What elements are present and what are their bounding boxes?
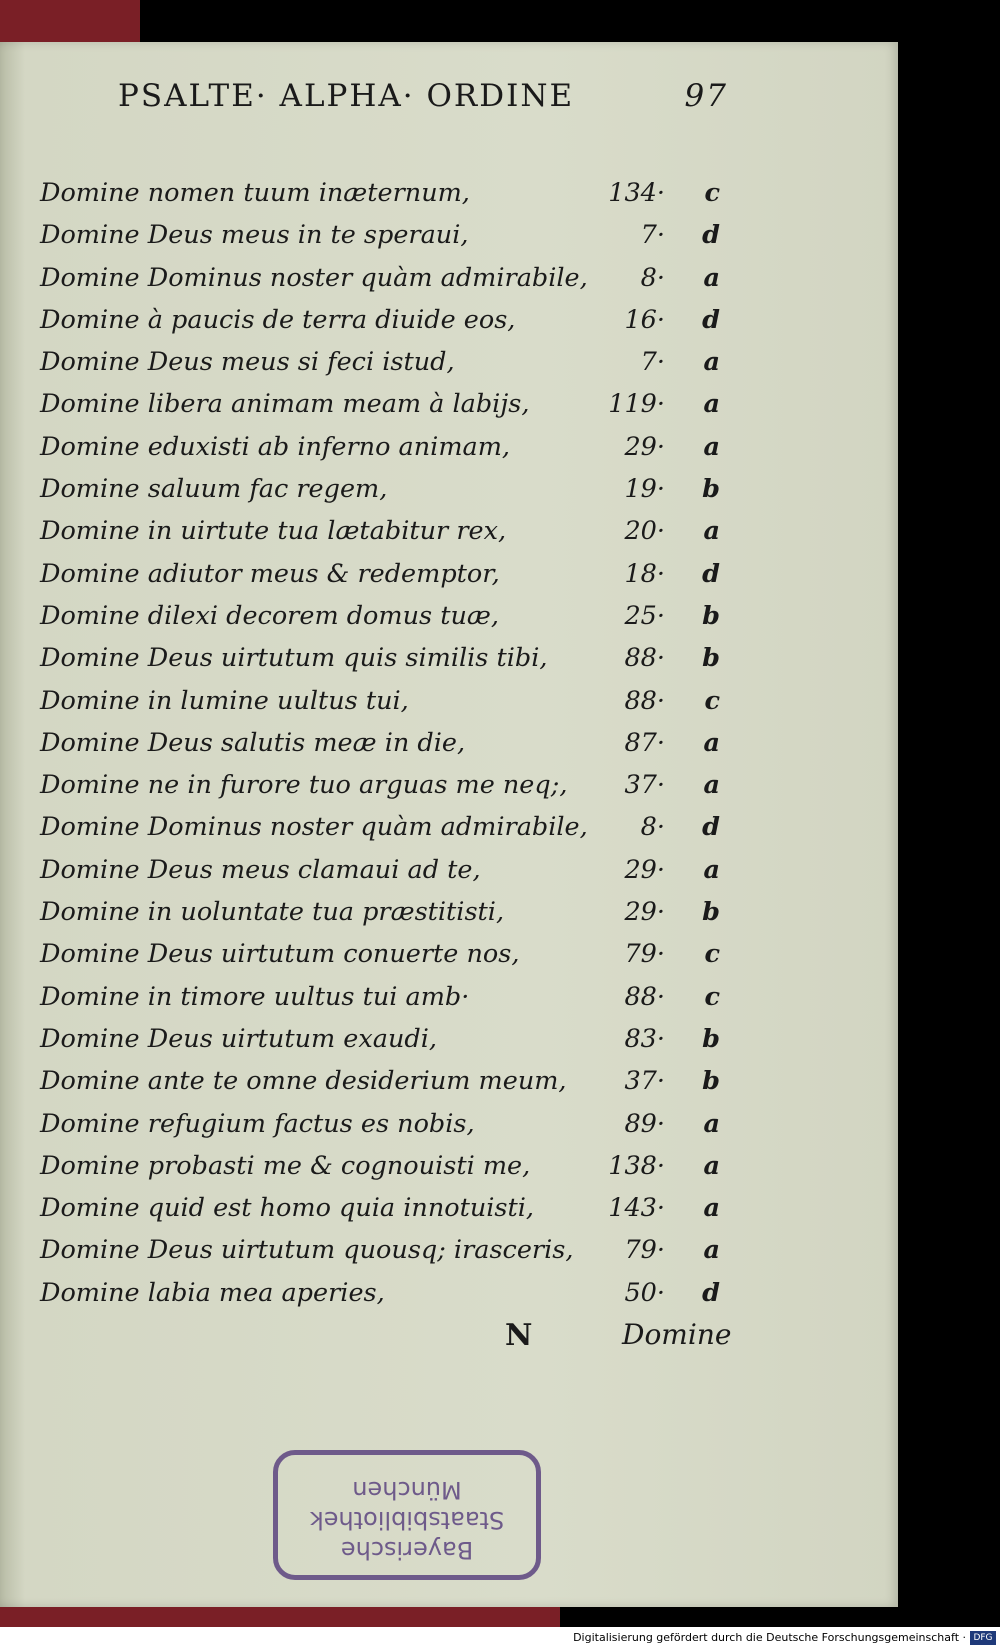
index-entry [40,220,740,262]
entry-psalm-number: 8· [640,262,665,293]
index-entry [40,939,740,981]
entry-psalm-number: 7· [640,220,665,251]
index-entry [40,474,740,516]
entry-psalm-number: 25· [624,600,665,631]
entry-psalm-number: 138· [608,1150,665,1181]
entry-section-letter: d [702,812,720,843]
dfg-logo: DFG [970,1631,996,1645]
entry-psalm-number: 37· [624,770,665,801]
entry-text: Domine saluum fac regem, [40,474,388,505]
entry-psalm-number: 37· [624,1066,665,1097]
index-entry [40,982,740,1024]
page-number: 97 [684,78,728,114]
entry-text: Domine Dominus noster quàm admirabile, [40,262,588,293]
entry-section-letter: a [703,770,720,801]
entry-section-letter: a [703,1193,720,1224]
entry-psalm-number: 87· [624,727,665,758]
entry-text: Domine libera animam meam à labijs, [40,389,530,420]
entry-text: Domine Deus meus si feci istud, [40,347,455,378]
entry-text: Domine probasti me & cognouisti me, [40,1150,531,1181]
entry-section-letter: d [702,304,720,335]
entry-text: Domine ante te omne desiderium meum, [40,1066,567,1097]
catchword: Domine [622,1318,732,1351]
entry-section-letter: b [702,897,720,928]
entry-psalm-number: 88· [624,643,665,674]
entry-text: Domine in lumine uultus tui, [40,685,409,716]
entry-psalm-number: 29· [624,431,665,462]
entry-text: Domine Deus uirtutum exaudi, [40,1023,437,1054]
entry-psalm-number: 89· [624,1108,665,1139]
entry-psalm-number: 83· [624,1023,665,1054]
entry-psalm-number: 29· [624,854,665,885]
index-entry [40,263,740,305]
index-entry [40,559,740,601]
entry-text: Domine Deus meus clamaui ad te, [40,854,481,885]
stamp-line-3: München [352,1476,462,1504]
entry-psalm-number: 18· [624,558,665,589]
entry-text: Domine Deus uirtutum conuerte nos, [40,939,520,970]
index-entry [40,686,740,728]
entry-text: Domine à paucis de terra diuide eos, [40,304,516,335]
entry-psalm-number: 50· [624,1277,665,1308]
index-entry [40,432,740,474]
footer-text: Digitalisierung gefördert durch die Deutsche Forschungsgemeinschaft · [573,1631,966,1644]
index-entry [40,389,740,431]
entry-section-letter: d [702,558,720,589]
library-stamp [273,1450,541,1580]
index-entry [40,347,740,389]
entry-text: Domine eduxisti ab inferno animam, [40,431,510,462]
entry-section-letter: b [702,600,720,631]
entry-section-letter: c [704,178,720,208]
header-title: PSALTE· ALPHA· ORDINE [118,78,575,114]
signature-mark: N [505,1318,533,1353]
entry-psalm-number: 143· [608,1193,665,1224]
stamp-line-1: Bayerische [340,1536,474,1564]
entry-section-letter: c [704,685,720,716]
entry-section-letter: a [703,516,720,547]
digitization-footer [0,1627,1000,1649]
entry-psalm-number: 19· [624,474,665,505]
entry-psalm-number: 119· [608,389,665,420]
entry-text: Domine Deus uirtutum quis similis tibi, [40,643,548,674]
entry-psalm-number: 79· [624,939,665,970]
entry-section-letter: a [703,347,720,378]
index-entry [40,516,740,558]
index-entry [40,178,740,220]
index-entry [40,1151,740,1193]
entry-text: Domine Deus salutis meæ in die, [40,727,466,758]
entry-psalm-number: 88· [624,685,665,716]
entry-psalm-number: 79· [624,1235,665,1266]
entry-psalm-number: 20· [624,516,665,547]
entry-text: Domine in timore uultus tui amb· [40,981,470,1012]
entry-section-letter: b [702,474,720,505]
entry-psalm-number: 29· [624,897,665,928]
entry-section-letter: a [703,1108,720,1139]
entry-section-letter: a [703,854,720,885]
index-entry [40,1109,740,1151]
entry-section-letter: b [702,643,720,674]
entry-psalm-number: 88· [624,981,665,1012]
entry-psalm-number: 134· [608,178,665,208]
entry-text: Domine nomen tuum inæternum, [40,178,470,208]
entry-text: Domine in uoluntate tua præstitisti, [40,897,505,928]
index-entry [40,770,740,812]
entry-text: Domine Deus uirtutum quousq; irasceris, [40,1235,574,1266]
entry-section-letter: a [703,389,720,420]
stamp-line-2: Staatsbibliothek [309,1506,505,1534]
index-entry [40,1066,740,1108]
entry-text: Domine labia mea aperies, [40,1277,385,1308]
index-entry [40,1235,740,1277]
entry-text: Domine adiutor meus & redemptor, [40,558,500,589]
index-entry [40,1193,740,1235]
index-entry [40,812,740,854]
index-entry [40,601,740,643]
entry-section-letter: d [702,220,720,251]
index-entry [40,305,740,347]
entry-text: Domine refugium factus es nobis, [40,1108,475,1139]
entry-section-letter: a [703,431,720,462]
index-entry [40,728,740,770]
entry-text: Domine quid est homo quia innotuisti, [40,1193,535,1224]
running-header [118,78,728,128]
index-entry [40,643,740,685]
entry-psalm-number: 7· [640,347,665,378]
index-entry [40,855,740,897]
entry-text: Domine dilexi decorem domus tuæ, [40,600,499,631]
entry-psalm-number: 16· [624,304,665,335]
entry-section-letter: c [704,981,720,1012]
entry-section-letter: b [702,1023,720,1054]
entry-text: Domine ne in furore tuo arguas me neq;, [40,770,568,801]
index-entries [40,178,740,1320]
entry-section-letter: a [703,727,720,758]
index-entry [40,1024,740,1066]
entry-section-letter: b [702,1066,720,1097]
entry-section-letter: a [703,1235,720,1266]
entry-text: Domine Dominus noster quàm admirabile, [40,812,588,843]
entry-section-letter: d [702,1277,720,1308]
entry-text: Domine in uirtute tua lætabitur rex, [40,516,507,547]
entry-text: Domine Deus meus in te speraui, [40,220,469,251]
entry-section-letter: a [703,262,720,293]
index-entry [40,1278,740,1320]
index-entry [40,897,740,939]
entry-section-letter: a [703,1150,720,1181]
entry-psalm-number: 8· [640,812,665,843]
entry-section-letter: c [704,939,720,970]
